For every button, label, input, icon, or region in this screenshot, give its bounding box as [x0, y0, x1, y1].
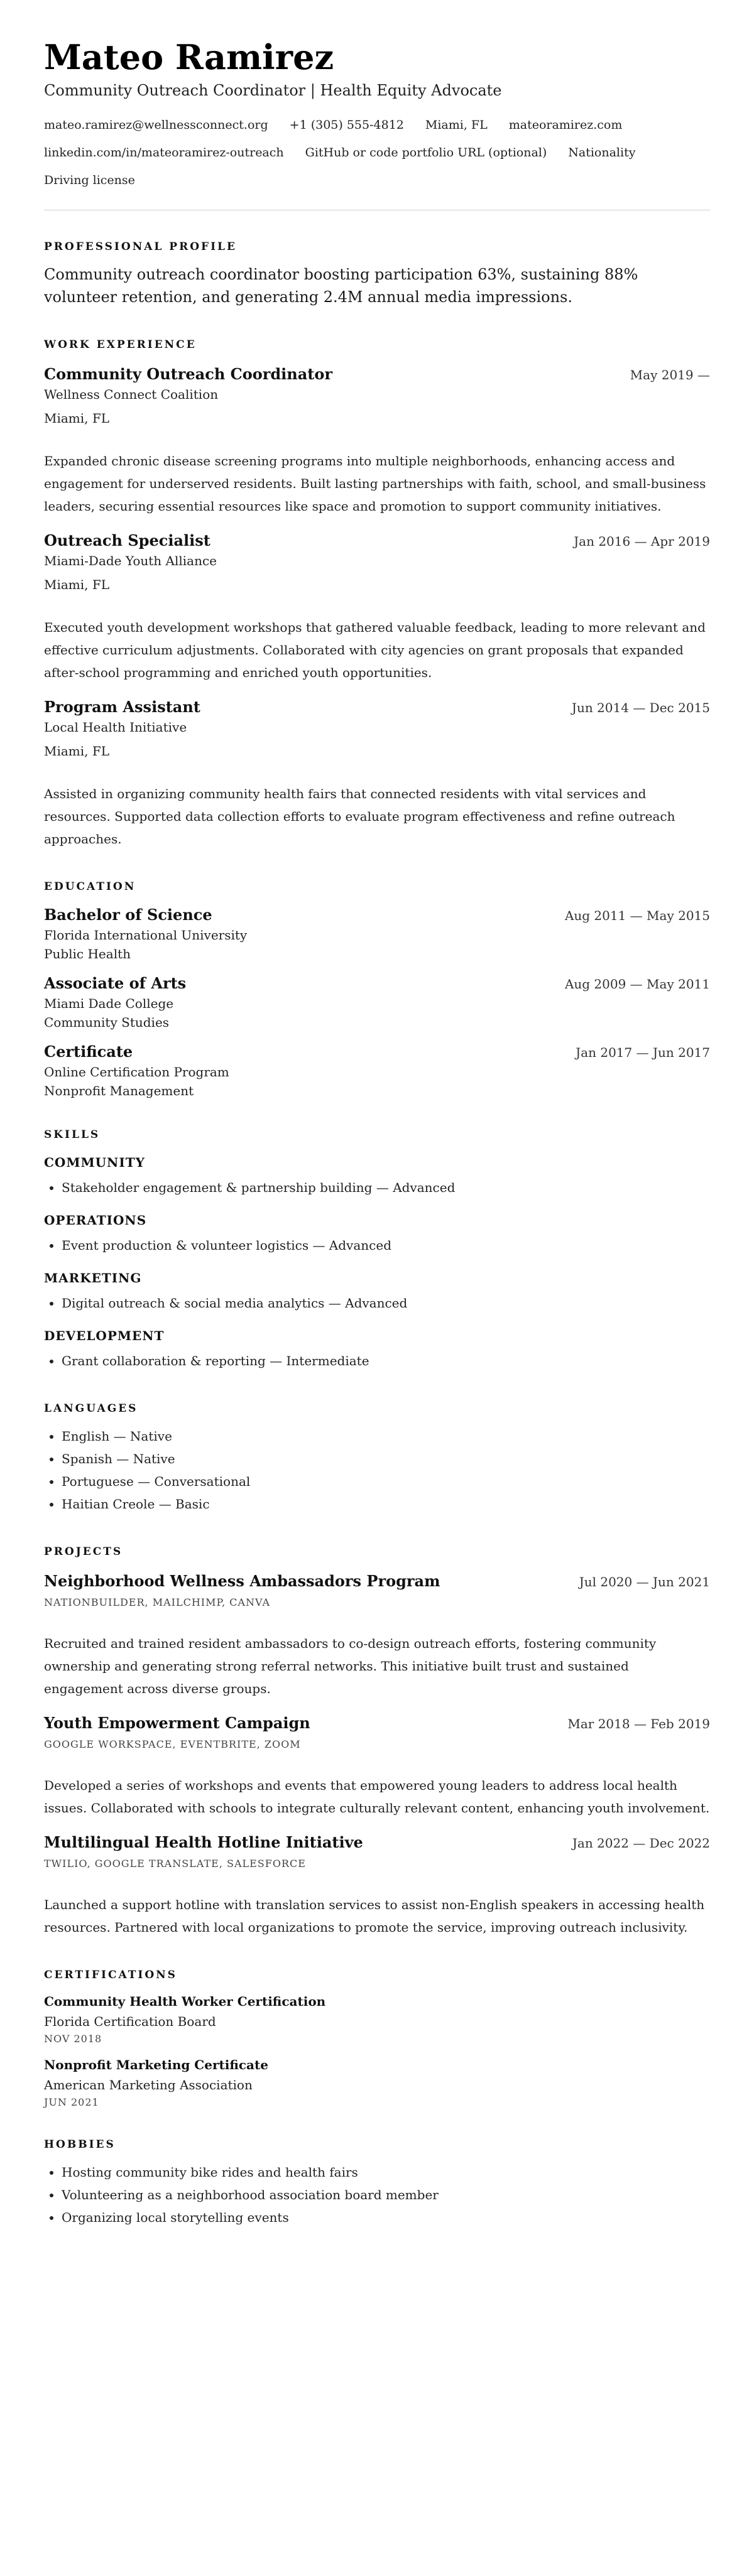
section-title-profile: PROFESSIONAL PROFILE: [44, 241, 237, 254]
experience-section: [44, 338, 710, 850]
education-entry: [44, 906, 710, 961]
certification-date: JUN 2021: [44, 2096, 99, 2109]
certification-issuer: Florida Certification Board: [44, 2014, 216, 2030]
job-location: Miami, FL: [44, 577, 110, 593]
field-of-study: Community Studies: [44, 1015, 170, 1031]
contact-driving-license: Driving license: [44, 173, 135, 188]
hobby-item: • Organizing local storytelling events: [62, 2206, 710, 2229]
section-title-languages: LANGUAGES: [44, 1402, 138, 1415]
section-title-experience: WORK EXPERIENCE: [44, 338, 197, 352]
job-location: Miami, FL: [44, 744, 110, 759]
job-title: Community Outreach Coordinator: [44, 365, 333, 384]
profile-section: [44, 241, 710, 308]
project-name: Youth Empowerment Campaign: [44, 1714, 310, 1733]
experience-entry: [44, 365, 710, 517]
hobbies-section: [44, 2138, 710, 2229]
job-location: Miami, FL: [44, 411, 110, 426]
skill-item: • Stakeholder engagement & partnership building — Advanced: [62, 1176, 710, 1199]
language-item: • English — Native: [62, 1425, 710, 1448]
contact-location: Miami, FL: [425, 118, 488, 133]
job-description: Assisted in organizing community health fairs that connected residents with vital services and resources. Supported data collection efforts to evaluate program effectiveness and refine outreach approaches.: [44, 786, 675, 847]
certification-entry: [44, 1994, 710, 2045]
education-entry: [44, 1042, 710, 1098]
contact-list: [44, 118, 710, 187]
skill-category: MARKETING: [44, 1270, 142, 1286]
projects-section: [44, 1545, 710, 1939]
job-title: Program Assistant: [44, 698, 200, 717]
skill-item: • Digital outreach & social media analytics — Advanced: [62, 1292, 710, 1314]
skill-list: [44, 1176, 710, 1199]
field-of-study: Nonprofit Management: [44, 1083, 194, 1099]
education-dates: Aug 2009 — May 2011: [564, 977, 710, 992]
skill-category: DEVELOPMENT: [44, 1328, 165, 1344]
job-organization: Wellness Connect Coalition: [44, 387, 219, 403]
certification-name: Community Health Worker Certification: [44, 1994, 326, 2010]
certification-name: Nonprofit Marketing Certificate: [44, 2057, 268, 2073]
skills-section: [44, 1128, 710, 1372]
project-entry: [44, 1714, 710, 1819]
project-name: Neighborhood Wellness Ambassadors Program: [44, 1572, 440, 1591]
project-dates: Jan 2022 — Dec 2022: [572, 1836, 710, 1851]
profile-summary: Community outreach coordinator boosting participation 63%, sustaining 88% volunteer retention, and generating 2.4M annual media impressions.: [44, 266, 638, 306]
project-name: Multilingual Health Hotline Initiative: [44, 1833, 363, 1852]
job-description: Expanded chronic disease screening programs into multiple neighborhoods, enhancing access and engagement for underserved residents. Built lasting partnerships with faith, school, and small-business leaders, securing essential resources like space and promotion to support community initiatives.: [44, 453, 706, 514]
project-tech-stack: GOOGLE WORKSPACE, EVENTBRITE, ZOOM: [44, 1738, 301, 1751]
job-dates: May 2019 —: [630, 367, 710, 383]
education-section: [44, 880, 710, 1098]
skill-category: COMMUNITY: [44, 1155, 145, 1171]
experience-entry: [44, 531, 710, 684]
skill-list: [44, 1292, 710, 1314]
project-description: Developed a series of workshops and events that empowered young leaders to address local health issues. Collaborated with schools to integrate culturally relevant content, enhancing youth involvement.: [44, 1778, 710, 1816]
skill-list: [44, 1234, 710, 1257]
job-dates: Jun 2014 — Dec 2015: [571, 700, 710, 716]
languages-section: [44, 1402, 710, 1515]
experience-entry: [44, 698, 710, 850]
candidate-name: Mateo Ramirez: [44, 37, 334, 77]
language-list: [44, 1425, 710, 1515]
degree-title: Bachelor of Science: [44, 906, 212, 924]
project-tech-stack: NATIONBUILDER, MAILCHIMP, CANVA: [44, 1596, 270, 1609]
section-title-projects: PROJECTS: [44, 1545, 123, 1559]
school-name: Florida International University: [44, 928, 248, 943]
degree-title: Certificate: [44, 1042, 133, 1061]
hobby-item: • Volunteering as a neighborhood association board member: [62, 2184, 710, 2206]
language-item: • Haitian Creole — Basic: [62, 1493, 710, 1515]
project-description: Launched a support hotline with translation services to assist non-English speakers in accessing health resources. Partnered with local organizations to promote the service, improving outreach inclusivity.: [44, 1897, 705, 1935]
school-name: Miami Dade College: [44, 996, 174, 1012]
project-entry: [44, 1833, 710, 1939]
job-dates: Jan 2016 — Apr 2019: [574, 534, 710, 549]
job-organization: Miami-Dade Youth Alliance: [44, 553, 217, 569]
section-title-skills: SKILLS: [44, 1128, 101, 1142]
language-item: • Portuguese — Conversational: [62, 1470, 710, 1493]
project-dates: Mar 2018 — Feb 2019: [567, 1716, 710, 1732]
hobby-item: • Hosting community bike rides and health fairs: [62, 2161, 710, 2184]
education-dates: Jan 2017 — Jun 2017: [576, 1045, 710, 1061]
certification-entry: [44, 2057, 710, 2108]
skill-list: [44, 1350, 710, 1372]
skill-item: • Grant collaboration & reporting — Intermediate: [62, 1350, 710, 1372]
certification-issuer: American Marketing Association: [44, 2077, 253, 2093]
contact-email[interactable]: mateo.ramirez@wellnessconnect.org: [44, 118, 268, 133]
skill-category: OPERATIONS: [44, 1213, 147, 1228]
project-dates: Jul 2020 — Jun 2021: [579, 1574, 710, 1590]
skill-item: • Event production & volunteer logistics — Advanced: [62, 1234, 710, 1257]
project-tech-stack: TWILIO, GOOGLE TRANSLATE, SALESFORCE: [44, 1858, 306, 1870]
certifications-section: [44, 1969, 710, 2108]
candidate-headline: Community Outreach Coordinator | Health Equity Advocate: [44, 82, 502, 100]
language-item: • Spanish — Native: [62, 1448, 710, 1470]
field-of-study: Public Health: [44, 946, 131, 962]
job-description: Executed youth development workshops that gathered valuable feedback, leading to more relevant and effective curriculum adjustments. Collaborated with city agencies on grant proposals that expanded after-school programming and enriched youth opportunities.: [44, 620, 706, 681]
degree-title: Associate of Arts: [44, 974, 187, 993]
section-title-hobbies: HOBBIES: [44, 2138, 116, 2151]
contact-linkedin[interactable]: linkedin.com/in/mateoramirez-outreach: [44, 146, 284, 160]
contact-nationality: Nationality: [568, 146, 636, 160]
job-title: Outreach Specialist: [44, 531, 210, 550]
certification-date: NOV 2018: [44, 2033, 102, 2045]
contact-phone[interactable]: +1 (305) 555-4812: [289, 118, 404, 133]
hobby-list: [44, 2161, 710, 2229]
education-entry: [44, 974, 710, 1030]
project-entry: [44, 1572, 710, 1700]
contact-website[interactable]: mateoramirez.com: [508, 118, 623, 133]
school-name: Online Certification Program: [44, 1064, 229, 1080]
contact-portfolio[interactable]: GitHub or code portfolio URL (optional): [305, 146, 547, 160]
job-organization: Local Health Initiative: [44, 720, 187, 735]
section-title-education: EDUCATION: [44, 880, 136, 894]
education-dates: Aug 2011 — May 2015: [564, 908, 710, 924]
project-description: Recruited and trained resident ambassadors to co-design outreach efforts, fostering community ownership and generating strong referral networks. This initiative built trust and sustained engagement across diverse groups.: [44, 1636, 657, 1697]
resume-header: [44, 38, 710, 210]
section-title-certifications: CERTIFICATIONS: [44, 1969, 177, 1982]
